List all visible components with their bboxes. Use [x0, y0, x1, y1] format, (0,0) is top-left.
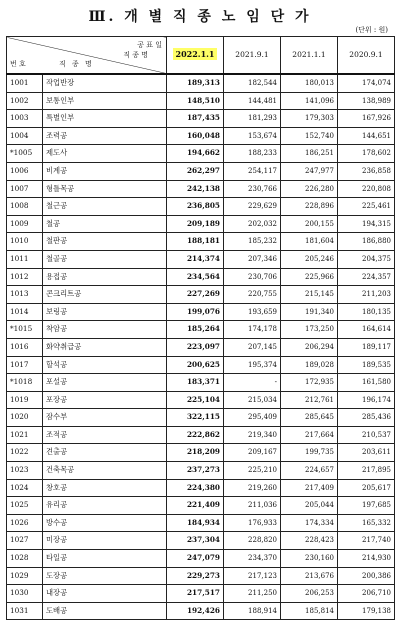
job-code-cell: 1014	[7, 303, 43, 321]
job-name-cell: 조적공	[43, 426, 167, 444]
wage-2021-1-1-cell: 186,251	[281, 145, 338, 163]
wage-2021-1-1-cell: 225,966	[281, 268, 338, 286]
job-name-cell: 착암공	[43, 321, 167, 339]
job-name-cell: 철골공	[43, 250, 167, 268]
table-row	[7, 338, 395, 356]
table-row	[7, 602, 395, 620]
table-row	[7, 233, 395, 251]
job-code-cell: 1004	[7, 127, 43, 145]
wage-2021-1-1-cell: 285,645	[281, 409, 338, 427]
wage-2021-1-1-cell: 215,145	[281, 286, 338, 304]
wage-2020-9-1-cell: 197,685	[338, 497, 395, 515]
wage-2022-1-1-cell: 237,273	[167, 462, 224, 480]
wage-2020-9-1-cell: 144,651	[338, 127, 395, 145]
table-row	[7, 514, 395, 532]
job-code-cell: 1029	[7, 567, 43, 585]
wage-2022-1-1-cell: 189,313	[167, 74, 224, 92]
job-name-cell: 화약취급공	[43, 338, 167, 356]
wage-2021-1-1-cell: 180,013	[281, 74, 338, 92]
wage-2021-9-1-cell: 174,178	[224, 321, 281, 339]
wage-2022-1-1-cell: 227,269	[167, 286, 224, 304]
wage-2020-9-1-cell: 189,535	[338, 356, 395, 374]
job-code-cell: *1005	[7, 145, 43, 163]
header-date: 2020.9.1	[338, 37, 395, 75]
table-row	[7, 374, 395, 392]
job-name-cell: 포설공	[43, 374, 167, 392]
wage-2020-9-1-cell: 179,138	[338, 602, 395, 620]
wage-2020-9-1-cell: 138,989	[338, 92, 395, 110]
wage-2021-1-1-cell: 205,044	[281, 497, 338, 515]
header-diagonal-cell	[7, 37, 167, 75]
wage-2022-1-1-cell: 223,097	[167, 338, 224, 356]
job-name-cell: 미장공	[43, 532, 167, 550]
wage-2021-1-1-cell: 226,280	[281, 180, 338, 198]
wage-2021-9-1-cell: 228,820	[224, 532, 281, 550]
job-code-cell: 1016	[7, 338, 43, 356]
wage-2022-1-1-cell: 183,371	[167, 374, 224, 392]
job-code-cell: 1028	[7, 550, 43, 568]
wage-2021-9-1-cell: 230,706	[224, 268, 281, 286]
job-code-cell: *1015	[7, 321, 43, 339]
table-row	[7, 550, 395, 568]
table-row	[7, 409, 395, 427]
wage-2020-9-1-cell: 205,617	[338, 479, 395, 497]
wage-2021-9-1-cell: 181,293	[224, 110, 281, 128]
table-row	[7, 479, 395, 497]
job-name-cell: 건축목공	[43, 462, 167, 480]
wage-2021-1-1-cell: 141,096	[281, 92, 338, 110]
job-name-cell: 보링공	[43, 303, 167, 321]
wage-2020-9-1-cell: 236,858	[338, 162, 395, 180]
wage-2021-9-1-cell: 234,370	[224, 550, 281, 568]
job-name-cell: 보통인부	[43, 92, 167, 110]
job-code-cell: 1019	[7, 391, 43, 409]
wage-2022-1-1-cell: 218,209	[167, 444, 224, 462]
job-name-cell: 콘크리트공	[43, 286, 167, 304]
wage-2021-1-1-cell: 174,334	[281, 514, 338, 532]
wage-2021-1-1-cell: 212,761	[281, 391, 338, 409]
wage-2020-9-1-cell: 220,808	[338, 180, 395, 198]
header-date-current	[167, 37, 224, 75]
wage-2020-9-1-cell: 211,203	[338, 286, 395, 304]
job-name-cell: 타일공	[43, 550, 167, 568]
job-code-cell: 1003	[7, 110, 43, 128]
job-name-cell: 포장공	[43, 391, 167, 409]
job-name-cell: 작업반장	[43, 74, 167, 92]
table-row	[7, 162, 395, 180]
job-code-cell: 1031	[7, 602, 43, 620]
wage-2022-1-1-cell: 199,076	[167, 303, 224, 321]
table-row	[7, 462, 395, 480]
job-code-cell: 1017	[7, 356, 43, 374]
job-name-cell: 비계공	[43, 162, 167, 180]
wage-2021-9-1-cell: 225,210	[224, 462, 281, 480]
table-row	[7, 585, 395, 603]
wage-2021-9-1-cell: 188,914	[224, 602, 281, 620]
header-name-label: 직 종 명	[59, 60, 94, 68]
job-code-cell: 1006	[7, 162, 43, 180]
job-code-cell: 1001	[7, 74, 43, 92]
job-code-cell: 1020	[7, 409, 43, 427]
wage-2020-9-1-cell: 217,740	[338, 532, 395, 550]
job-code-cell: 1030	[7, 585, 43, 603]
wage-2021-9-1-cell: 144,481	[224, 92, 281, 110]
table-row	[7, 110, 395, 128]
wage-2022-1-1-cell: 217,517	[167, 585, 224, 603]
wage-2021-1-1-cell: 200,155	[281, 215, 338, 233]
wage-2021-9-1-cell: 195,374	[224, 356, 281, 374]
job-code-cell: 1024	[7, 479, 43, 497]
wage-2022-1-1-cell: 160,048	[167, 127, 224, 145]
table-row	[7, 74, 395, 92]
header-date: 2021.9.1	[224, 37, 281, 75]
job-name-cell: 조력공	[43, 127, 167, 145]
job-code-cell: 1012	[7, 268, 43, 286]
table-row	[7, 444, 395, 462]
wage-2021-9-1-cell: 230,766	[224, 180, 281, 198]
wage-2022-1-1-cell: 214,374	[167, 250, 224, 268]
wage-2021-9-1-cell: 185,232	[224, 233, 281, 251]
wage-2022-1-1-cell: 187,435	[167, 110, 224, 128]
table-row	[7, 145, 395, 163]
table-row	[7, 198, 395, 216]
wage-2020-9-1-cell: 167,926	[338, 110, 395, 128]
wage-2021-1-1-cell: 199,735	[281, 444, 338, 462]
wage-2020-9-1-cell: 285,436	[338, 409, 395, 427]
wage-2020-9-1-cell: 206,710	[338, 585, 395, 603]
job-name-cell: 도배공	[43, 602, 167, 620]
job-code-cell: 1026	[7, 514, 43, 532]
wage-2021-1-1-cell: 247,977	[281, 162, 338, 180]
wage-2021-9-1-cell: 220,755	[224, 286, 281, 304]
job-code-cell: 1008	[7, 198, 43, 216]
wage-2020-9-1-cell: 194,315	[338, 215, 395, 233]
wage-2020-9-1-cell: 225,461	[338, 198, 395, 216]
wage-2021-1-1-cell: 189,028	[281, 356, 338, 374]
job-code-cell: *1018	[7, 374, 43, 392]
wage-2021-9-1-cell: 193,659	[224, 303, 281, 321]
wage-2020-9-1-cell: 174,074	[338, 74, 395, 92]
job-code-cell: 1007	[7, 180, 43, 198]
job-code-cell: 1021	[7, 426, 43, 444]
wage-2020-9-1-cell: 180,135	[338, 303, 395, 321]
header-date-highlight: 2022.1.1	[173, 48, 218, 60]
wage-2021-1-1-cell: 228,896	[281, 198, 338, 216]
wage-2021-9-1-cell: 211,250	[224, 585, 281, 603]
wage-2021-9-1-cell: 295,409	[224, 409, 281, 427]
wage-2021-1-1-cell: 173,250	[281, 321, 338, 339]
wage-table	[6, 36, 395, 620]
wage-2022-1-1-cell: 234,564	[167, 268, 224, 286]
wage-2021-9-1-cell: 254,117	[224, 162, 281, 180]
wage-2020-9-1-cell: 200,386	[338, 567, 395, 585]
wage-2022-1-1-cell: 262,297	[167, 162, 224, 180]
wage-2021-9-1-cell: 211,036	[224, 497, 281, 515]
wage-2021-9-1-cell: 207,346	[224, 250, 281, 268]
wage-2021-9-1-cell: 209,167	[224, 444, 281, 462]
unit-label: (단위 : 원)	[355, 26, 388, 34]
table-row	[7, 567, 395, 585]
document-title: Ⅲ. 개 별 직 종 노 임 단 가	[88, 9, 312, 25]
table-row	[7, 180, 395, 198]
table-body	[7, 74, 395, 620]
job-code-cell: 1023	[7, 462, 43, 480]
header-code-label: 번 호	[10, 60, 26, 68]
job-name-cell: 방수공	[43, 514, 167, 532]
wage-2022-1-1-cell: 322,115	[167, 409, 224, 427]
table-row	[7, 215, 395, 233]
wage-2021-9-1-cell: 176,933	[224, 514, 281, 532]
wage-2021-9-1-cell: 219,340	[224, 426, 281, 444]
wage-2021-9-1-cell: 229,629	[224, 198, 281, 216]
wage-2022-1-1-cell: 222,862	[167, 426, 224, 444]
wage-2022-1-1-cell: 247,079	[167, 550, 224, 568]
wage-2021-1-1-cell: 230,160	[281, 550, 338, 568]
job-name-cell: 견출공	[43, 444, 167, 462]
wage-2022-1-1-cell: 236,805	[167, 198, 224, 216]
job-name-cell: 철근공	[43, 198, 167, 216]
wage-2021-1-1-cell: 228,423	[281, 532, 338, 550]
wage-2021-1-1-cell: 224,657	[281, 462, 338, 480]
wage-2021-9-1-cell: 153,674	[224, 127, 281, 145]
job-name-cell: 내장공	[43, 585, 167, 603]
wage-2020-9-1-cell: 224,357	[338, 268, 395, 286]
wage-2021-1-1-cell: 217,664	[281, 426, 338, 444]
job-name-cell: 형틀목공	[43, 180, 167, 198]
table-row	[7, 250, 395, 268]
wage-2022-1-1-cell: 237,304	[167, 532, 224, 550]
table-row	[7, 426, 395, 444]
wage-2022-1-1-cell: 229,273	[167, 567, 224, 585]
job-code-cell: 1027	[7, 532, 43, 550]
wage-2020-9-1-cell: 161,580	[338, 374, 395, 392]
table-row	[7, 286, 395, 304]
wage-2020-9-1-cell: 217,895	[338, 462, 395, 480]
wage-2022-1-1-cell: 225,104	[167, 391, 224, 409]
table-row	[7, 127, 395, 145]
job-code-cell: 1011	[7, 250, 43, 268]
job-code-cell: 1013	[7, 286, 43, 304]
wage-2022-1-1-cell: 200,625	[167, 356, 224, 374]
wage-2021-1-1-cell: 172,935	[281, 374, 338, 392]
job-name-cell: 도장공	[43, 567, 167, 585]
job-code-cell: 1025	[7, 497, 43, 515]
wage-2020-9-1-cell: 210,537	[338, 426, 395, 444]
wage-2022-1-1-cell: 221,409	[167, 497, 224, 515]
wage-2021-9-1-cell: 202,032	[224, 215, 281, 233]
wage-2021-1-1-cell: 213,676	[281, 567, 338, 585]
table-row	[7, 268, 395, 286]
table-row	[7, 92, 395, 110]
wage-2020-9-1-cell: 186,880	[338, 233, 395, 251]
table-row	[7, 497, 395, 515]
wage-2020-9-1-cell: 165,332	[338, 514, 395, 532]
job-code-cell: 1010	[7, 233, 43, 251]
wage-2020-9-1-cell: 196,174	[338, 391, 395, 409]
job-name-cell: 특별인부	[43, 110, 167, 128]
wage-2022-1-1-cell: 192,426	[167, 602, 224, 620]
wage-2022-1-1-cell: 194,662	[167, 145, 224, 163]
wage-2021-9-1-cell: 182,544	[224, 74, 281, 92]
wage-2021-1-1-cell: 179,303	[281, 110, 338, 128]
job-code-cell: 1009	[7, 215, 43, 233]
job-code-cell: 1002	[7, 92, 43, 110]
header-date: 2021.1.1	[281, 37, 338, 75]
wage-2021-9-1-cell: 219,260	[224, 479, 281, 497]
wage-2021-9-1-cell: 188,233	[224, 145, 281, 163]
job-name-cell: 할석공	[43, 356, 167, 374]
wage-2022-1-1-cell: 209,189	[167, 215, 224, 233]
table-row	[7, 303, 395, 321]
wage-2021-9-1-cell: 215,034	[224, 391, 281, 409]
header-job-type-label: 직 종 명	[123, 51, 148, 59]
wage-2021-1-1-cell: 205,246	[281, 250, 338, 268]
table-row	[7, 391, 395, 409]
wage-2020-9-1-cell: 204,375	[338, 250, 395, 268]
wage-2022-1-1-cell: 185,264	[167, 321, 224, 339]
job-code-cell: 1022	[7, 444, 43, 462]
job-name-cell: 제도사	[43, 145, 167, 163]
wage-2022-1-1-cell: 224,380	[167, 479, 224, 497]
wage-2021-1-1-cell: 217,409	[281, 479, 338, 497]
job-name-cell: 철판공	[43, 233, 167, 251]
job-name-cell: 철공	[43, 215, 167, 233]
wage-2022-1-1-cell: 184,934	[167, 514, 224, 532]
wage-2021-9-1-cell: -	[224, 374, 281, 392]
wage-2022-1-1-cell: 188,181	[167, 233, 224, 251]
wage-2021-1-1-cell: 181,604	[281, 233, 338, 251]
job-name-cell: 용접공	[43, 268, 167, 286]
wage-2020-9-1-cell: 189,117	[338, 338, 395, 356]
wage-2020-9-1-cell: 164,614	[338, 321, 395, 339]
table-header-row	[7, 37, 395, 75]
wage-2021-1-1-cell: 152,740	[281, 127, 338, 145]
table-row	[7, 356, 395, 374]
wage-2020-9-1-cell: 178,602	[338, 145, 395, 163]
wage-2022-1-1-cell: 242,138	[167, 180, 224, 198]
wage-2021-1-1-cell: 191,340	[281, 303, 338, 321]
wage-2021-1-1-cell: 206,253	[281, 585, 338, 603]
wage-2021-9-1-cell: 217,123	[224, 567, 281, 585]
wage-2021-1-1-cell: 185,814	[281, 602, 338, 620]
wage-2020-9-1-cell: 203,611	[338, 444, 395, 462]
job-name-cell: 잠수부	[43, 409, 167, 427]
header-announcement-label: 공 표 일	[137, 41, 162, 49]
wage-2022-1-1-cell: 148,510	[167, 92, 224, 110]
wage-2021-1-1-cell: 206,294	[281, 338, 338, 356]
job-name-cell: 창호공	[43, 479, 167, 497]
table-row	[7, 532, 395, 550]
wage-2021-9-1-cell: 207,145	[224, 338, 281, 356]
table-row	[7, 321, 395, 339]
wage-2020-9-1-cell: 214,930	[338, 550, 395, 568]
job-name-cell: 유리공	[43, 497, 167, 515]
